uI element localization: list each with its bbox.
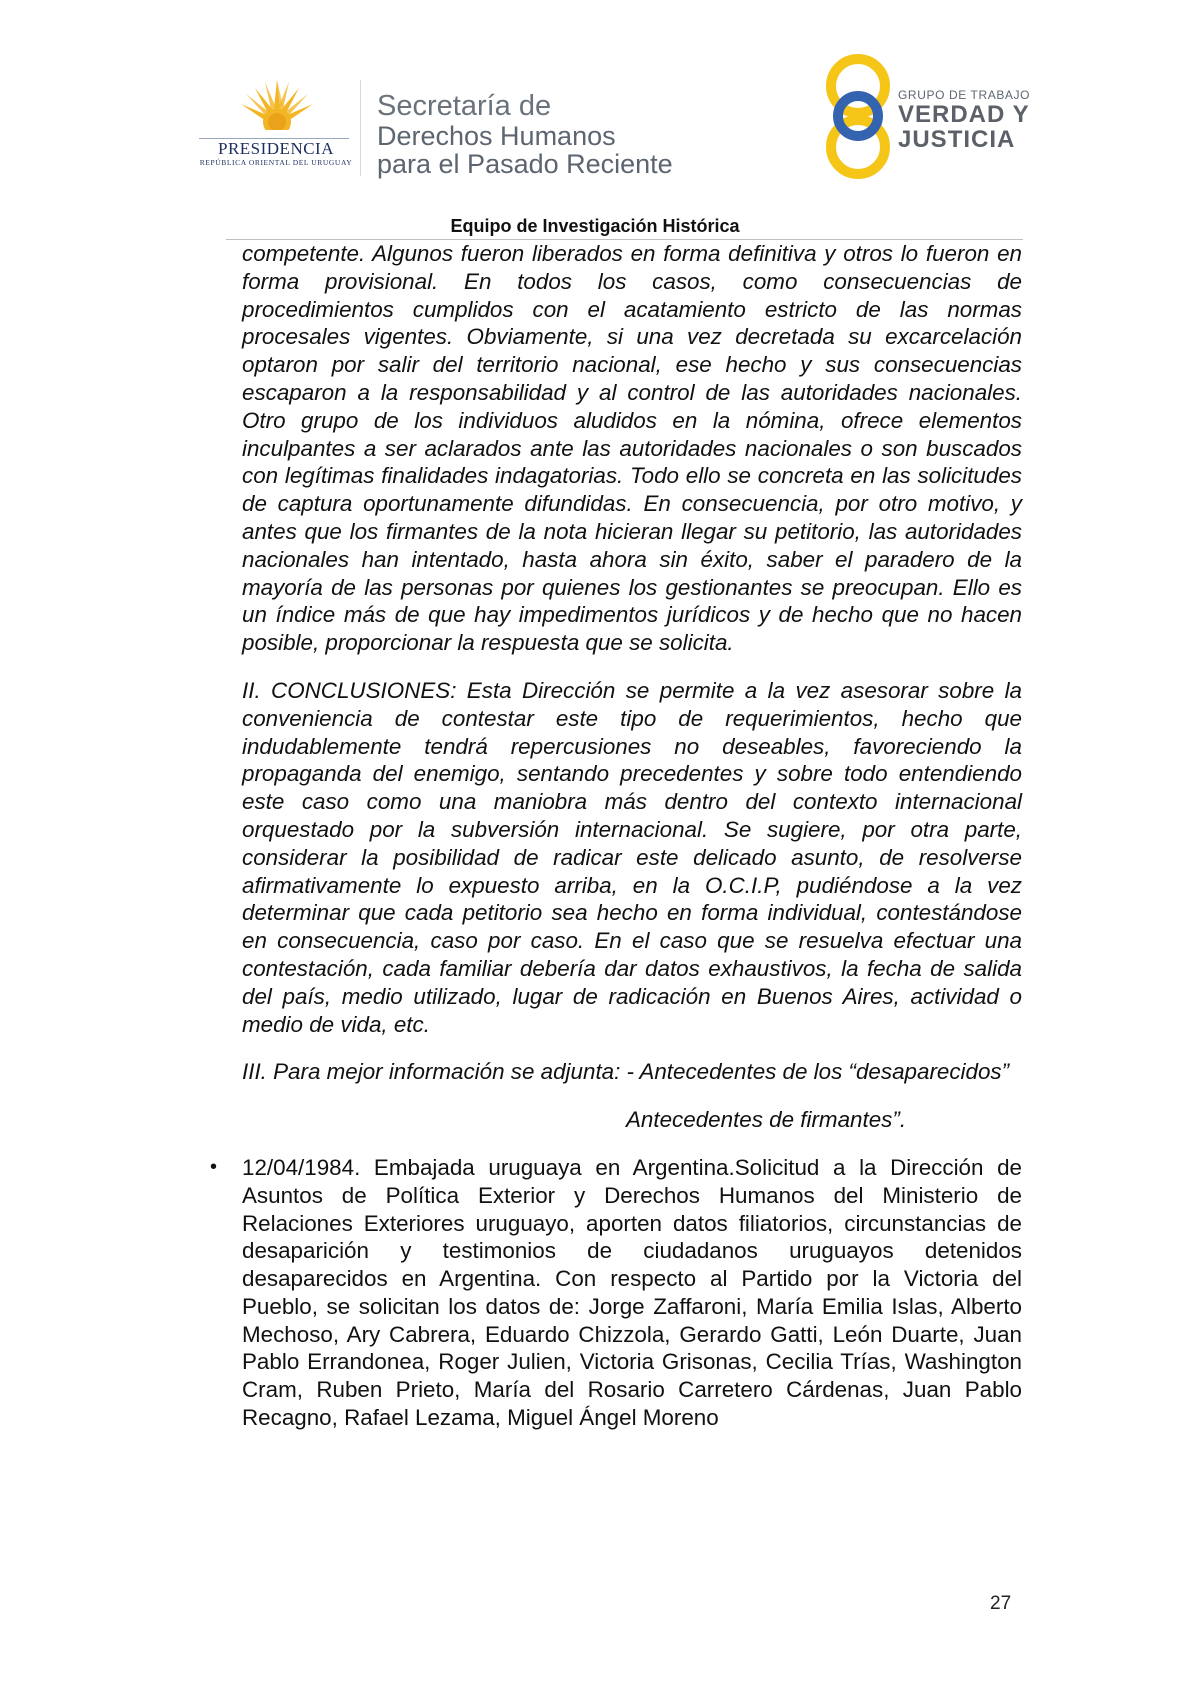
page-number: 27 (990, 1593, 1012, 1614)
rings-emblem-icon (822, 52, 894, 182)
document-body (210, 240, 1022, 1432)
secretaria-line3: para el Pasado Reciente (377, 149, 673, 179)
bullet-text: 12/04/1984. Embajada uruguaya en Argentina.Solicitud a la Dirección de Asuntos de Política Exterior y Derechos Humanos del Ministerio de Relaciones Exteriores uruguayo, aporten datos filiatorios, circunstancias de desaparición y testimonios de ciudadanos uruguayos detenidos desaparecidos en Argentina. Con respecto al Partido por la Victoria del Pueblo, se solicitan los datos de: Jorge Zaffaroni, María Emilia Islas, Alberto Mechoso, Ary Cabrera, Eduardo Chizzola, Gerardo Gatti, León Duarte, Juan Pablo Errandonea, Roger Julien, Victoria Grisonas, Cecilia Trías, Washington Cram, Ruben Prieto, María del Rosario Carretero Cárdenas, Juan Pablo Recagno, Rafael Lezama, Miguel Ángel Moreno (242, 1154, 1022, 1431)
paragraph-conclusiones: II. CONCLUSIONES: Esta Dirección se permite a la vez asesorar sobre la conveniencia de contestar este tipo de requerimientos, hecho que indudablemente tendrá repercusiones no deseables, favoreciendo la propaganda del enemigo, sentando precedentes y sobre todo entendiendo este caso como una maniobra más dentro del contexto internacional orquestado por la subversión internacional. Se sugiere, por otra parte, considerar la posibilidad de radicar este delicado asunto, de resolverse afirmativamente lo expuesto arriba, en la O.C.I.P, pudiéndose a la vez determinar que cada petitorio sea hecho en forma individual, contestándose en consecuencia, caso por caso. En el caso que se resuelva efectuar una contestación, cada familiar debería dar datos exhaustivos, la fecha de salida del país, medio utilizado, lugar de radicación en Buenos Aires, actividad o medio de vida, etc. (242, 677, 1022, 1037)
sun-emblem-icon (237, 78, 317, 140)
verdad-justicia-logo (822, 52, 1062, 182)
paragraph-adjunta-line2: Antecedentes de firmantes”. (626, 1107, 907, 1133)
presidencia-name: PRESIDENCIA (217, 139, 334, 158)
secretaria-line2: Derechos Humanos (377, 121, 616, 151)
paragraph-adjunta: III. Para mejor información se adjunta: - Antecedentes de los “desaparecidos” (242, 1059, 1010, 1085)
grupo-line1: GRUPO DE TRABAJO (898, 88, 1031, 102)
secretaria-line1: Secretaría de (377, 90, 552, 122)
secretaria-logo-text (377, 90, 673, 178)
header-divider (360, 80, 361, 176)
list-item (210, 1154, 1022, 1432)
grupo-line3: JUSTICIA (898, 126, 1016, 153)
team-title: Equipo de Investigación Histórica (450, 216, 740, 236)
bullet-icon: • (210, 1155, 218, 1178)
presidencia-logo (197, 78, 357, 178)
page-header (0, 0, 1190, 240)
grupo-line2: VERDAD Y (898, 101, 1030, 128)
paragraph-1: competente. Algunos fueron liberados en forma definitiva y otros lo fueron en forma provisional. En todos los casos, como consecuencias de procedimientos cumplidos con el acatamiento estricto de las normas procesales vigentes. Obviamente, si una vez decretada su excarcelación optaron por salir del territorio nacional, ese hecho y sus consecuencias escaparon a la responsabilidad y al control de las autoridades nacionales. Otro grupo de los individuos aludidos en la nómina, ofrece elementos inculpantes a ser aclarados ante las autoridades nacionales o son buscados con legítimas finalidades indagatorias. Todo ello se concreta en las solicitudes de captura oportunamente difundidas. En consecuencia, por otro motivo, y antes que los firmantes de la nota hicieran llegar su petitorio, las autoridades nacionales han intentado, hasta ahora sin éxito, saber el paradero de la mayoría de las personas por quienes los gestionantes se preocupan. Ello es un índice más de que hay impedimentos jurídicos y de hecho que no hacen posible, proporcionar la respuesta que se solicita. (242, 241, 1022, 656)
presidencia-subtitle: REPÚBLICA ORIENTAL DEL URUGUAY (199, 158, 353, 167)
